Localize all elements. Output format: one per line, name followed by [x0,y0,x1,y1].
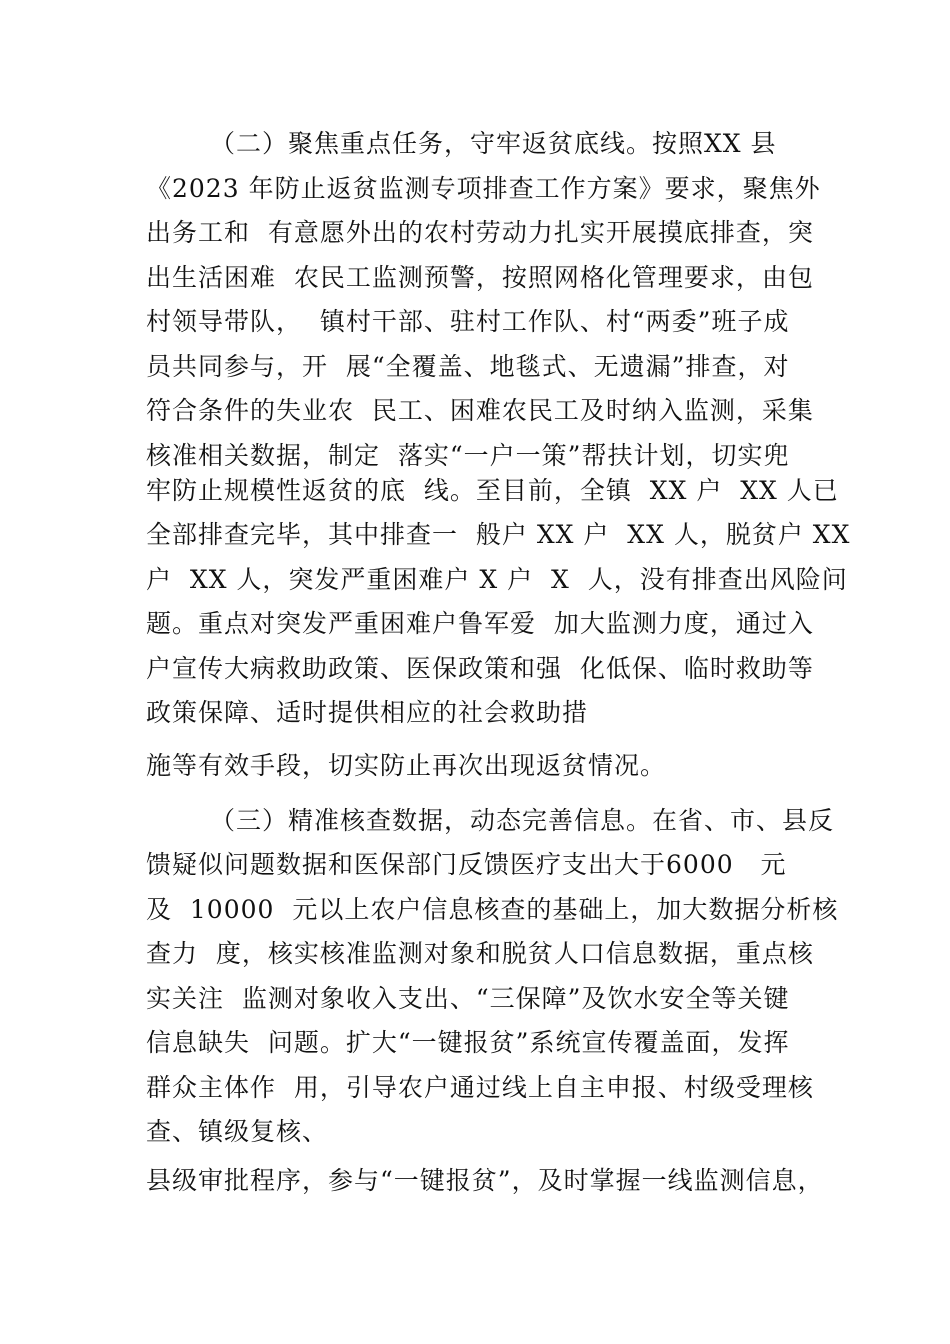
paragraph-2-line-8: 核准相关数据，制定 落实“一户一策”帮扶计划，切实兜 [146,441,790,470]
paragraph-2-line-1: （二）聚焦重点任务，守牢返贫底线。按照XX 县 [210,129,777,158]
paragraph-2-line-4: 出生活困难 农民工监测预警，按照网格化管理要求，由包 [146,263,814,292]
paragraph-3-continuation: 县级审批程序，参与“一键报贫”，及时掌握一线监测信息， [146,1166,824,1195]
paragraph-3-line-7: 群众主体作 用，引导农户通过线上自主申报、村级受理核 [146,1073,814,1102]
paragraph-2-continuation: 施等有效手段，切实防止再次出现返贫情况。 [146,751,667,780]
paragraph-3-line-3: 及 10000 元以上农户信息核查的基础上，加大数据分析核 [146,895,839,924]
paragraph-2-line-10: 全部排查完毕，其中排查一 般户 XX 户 XX 人，脱贫户 XX [146,520,851,549]
paragraph-3-line-5: 实关注 监测对象收入支出、“三保障”及饮水安全等关键 [146,984,790,1013]
paragraph-2-line-7: 符合条件的失业农 民工、困难农民工及时纳入监测，采集 [146,396,814,425]
paragraph-2-line-14: 政策保障、适时提供相应的社会救助措 [146,698,589,727]
paragraph-2-line-6: 员共同参与，开 展“全覆盖、地毯式、无遗漏”排查，对 [146,352,790,381]
paragraph-2-line-13: 户宣传大病救助政策、医保政策和强 化低保、临时救助等 [146,654,814,683]
paragraph-3-line-8: 查、镇级复核、 [146,1117,329,1146]
paragraph-2-line-2: 《2023 年防止返贫监测专项排查工作方案》要求，聚焦外 [146,174,821,203]
paragraph-2-line-11: 户 XX 人，突发严重困难户 X 户 X 人，没有排查出风险问 [146,565,848,594]
paragraph-2-line-3: 出务工和 有意愿外出的农村劳动力扎实开展摸底排查，突 [146,218,814,247]
paragraph-2-line-5: 村领导带队， 镇村干部、驻村工作队、村“两委”班子成 [146,307,790,336]
paragraph-2-line-9: 牢防止规模性返贫的底 线。至目前，全镇 XX 户 XX 人已 [146,476,839,505]
paragraph-3-line-6: 信息缺失 问题。扩大“一键报贫”系统宣传覆盖面，发挥 [146,1028,790,1057]
paragraph-3-line-1: （三）精准核查数据，动态完善信息。在省、市、县反 [210,806,835,835]
paragraph-3-line-4: 查力 度，核实核准监测对象和脱贫人口信息数据，重点核 [146,939,814,968]
paragraph-2-line-12: 题。重点对突发严重困难户鲁军爱 加大监测力度，通过入 [146,609,814,638]
paragraph-3-line-2: 馈疑似问题数据和医保部门反馈医疗支出大于6000 元 [146,850,787,879]
